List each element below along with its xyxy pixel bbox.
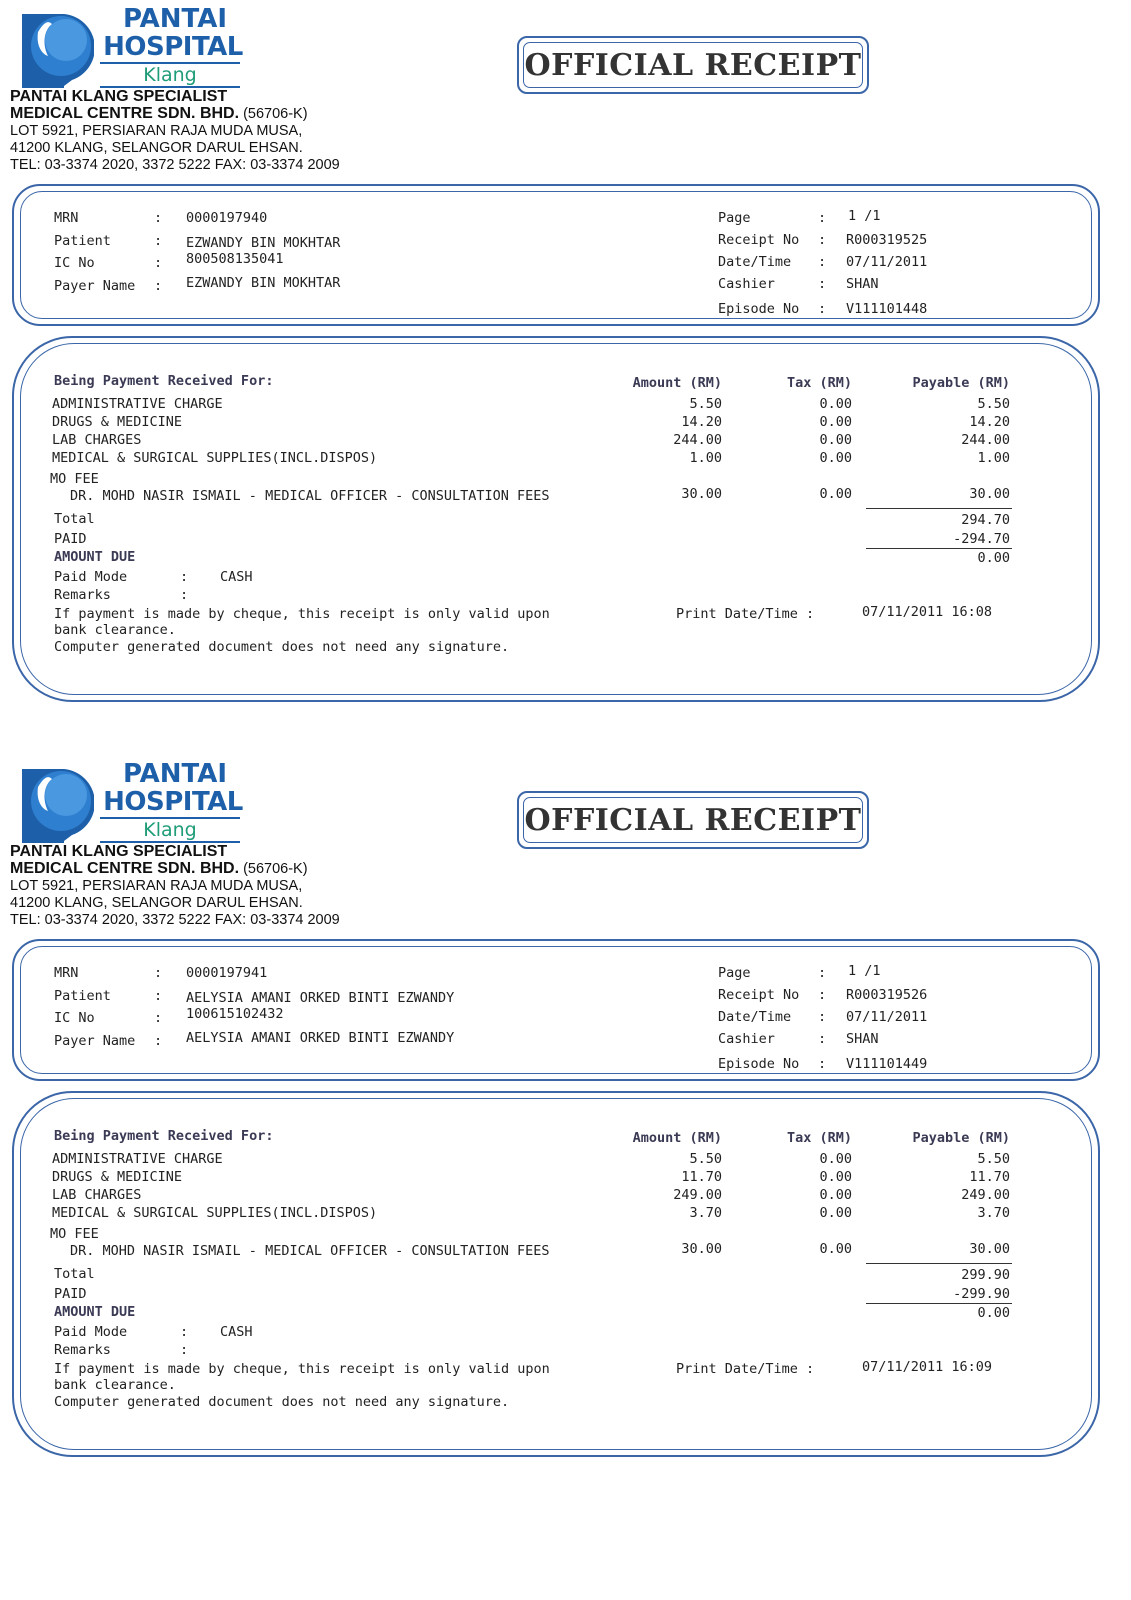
mrn-label: MRN <box>54 210 79 226</box>
page-value: 1 /1 <box>848 963 881 979</box>
ic-no-value: 100615102432 <box>186 1006 284 1022</box>
receipt-no-label: Receipt No <box>718 987 800 1003</box>
receipt-title-frame <box>517 36 869 94</box>
line-item-tax: 0.00 <box>819 396 852 412</box>
brand-location: Klang <box>100 62 240 88</box>
payer-name-value: EZWANDY BIN MOKHTAR <box>186 275 341 291</box>
paid-rule <box>866 1303 1012 1304</box>
receipt-title: OFFICIAL RECEIPT <box>523 42 863 88</box>
date-time-value: 07/11/2011 <box>846 254 928 270</box>
paid-mode-label: Paid Mode <box>54 569 128 585</box>
cashier-label: Cashier <box>718 276 775 292</box>
episode-no-label: Episode No <box>718 1056 800 1072</box>
total-value: 299.90 <box>961 1267 1010 1283</box>
company-address-line1: LOT 5921, PERSIARAN RAJA MUDA MUSA, <box>10 123 303 139</box>
episode-no-value: V111101448 <box>846 301 928 317</box>
line-item-desc: MEDICAL & SURGICAL SUPPLIES(INCL.DISPOS) <box>52 450 378 466</box>
page-label: Page <box>718 965 751 981</box>
date-time-value: 07/11/2011 <box>846 1009 928 1025</box>
line-item-desc: LAB CHARGES <box>52 432 142 448</box>
line-item-payable: 11.70 <box>969 1169 1010 1185</box>
brand-name-line2: HOSPITAL <box>103 32 243 62</box>
line-item-amount: 11.70 <box>681 1169 722 1185</box>
mrn-label: MRN <box>54 965 79 981</box>
line-item-payable: 14.20 <box>969 414 1010 430</box>
payer-name-label: Payer Name <box>54 1033 136 1049</box>
ic-no-label: IC No <box>54 255 95 271</box>
tax-column-header: Tax (RM) <box>786 375 852 391</box>
amount-due-label: AMOUNT DUE <box>54 1304 136 1320</box>
line-item-amount: 14.20 <box>681 414 722 430</box>
payment-heading: Being Payment Received For: <box>54 1128 274 1144</box>
company-reg-no: (56706-K) <box>243 106 308 122</box>
payer-name-label: Payer Name <box>54 278 136 294</box>
receipt-1 <box>0 0 1131 760</box>
amount-due-value: 0.00 <box>977 550 1010 566</box>
signature-note: Computer generated document does not need any signature. <box>54 639 510 655</box>
cashier-label: Cashier <box>718 1031 775 1047</box>
line-item-payable: 249.00 <box>961 1187 1010 1203</box>
line-item-amount: 1.00 <box>689 450 722 466</box>
print-datetime-label: Print Date/Time : <box>676 1361 815 1377</box>
total-label: Total <box>54 1266 95 1282</box>
patient-value: AELYSIA AMANI ORKED BINTI EZWANDY <box>186 990 455 1006</box>
page-label: Page <box>718 210 751 226</box>
mo-fee-label: MO FEE <box>50 1226 99 1242</box>
cheque-note-cont: bank clearance. <box>54 1377 176 1393</box>
episode-no-value: V111101449 <box>846 1056 928 1072</box>
doctor-fee-amount: 30.00 <box>681 486 722 502</box>
patient-label: Patient <box>54 988 111 1004</box>
line-item-tax: 0.00 <box>819 432 852 448</box>
total-value: 294.70 <box>961 512 1010 528</box>
hospital-logo-icon <box>14 10 94 90</box>
doctor-fee-amount: 30.00 <box>681 1241 722 1257</box>
line-item-amount: 3.70 <box>689 1205 722 1221</box>
receipt-no-value: R000319525 <box>846 232 928 248</box>
paid-mode-label: Paid Mode <box>54 1324 128 1340</box>
total-rule <box>866 508 1012 509</box>
ic-no-value: 800508135041 <box>186 251 284 267</box>
line-item-tax: 0.00 <box>819 1205 852 1221</box>
patient-value: EZWANDY BIN MOKHTAR <box>186 235 341 251</box>
cashier-value: SHAN <box>846 1031 879 1047</box>
brand-name-line1: PANTAI <box>122 759 228 789</box>
line-item-amount: 244.00 <box>673 432 722 448</box>
line-item-tax: 0.00 <box>819 1151 852 1167</box>
line-item-desc: DRUGS & MEDICINE <box>52 414 183 430</box>
receipt-no-value: R000319526 <box>846 987 928 1003</box>
line-item-payable: 3.70 <box>977 1205 1010 1221</box>
receipt-title: OFFICIAL RECEIPT <box>523 797 863 843</box>
patient-label: Patient <box>54 233 111 249</box>
cheque-note-cont: bank clearance. <box>54 622 176 638</box>
receipt-title-frame <box>517 791 869 849</box>
hospital-logo-icon <box>14 765 94 845</box>
ic-no-label: IC No <box>54 1010 95 1026</box>
paid-value: -294.70 <box>953 531 1010 547</box>
paid-mode-value: CASH <box>220 1324 253 1340</box>
line-item-tax: 0.00 <box>819 414 852 430</box>
line-item-desc: ADMINISTRATIVE CHARGE <box>52 396 223 412</box>
doctor-fee-payable: 30.00 <box>969 486 1010 502</box>
mrn-value: 0000197940 <box>186 210 268 226</box>
amount-column-header: Amount (RM) <box>632 1130 722 1146</box>
brand-name-line1: PANTAI <box>122 4 228 34</box>
line-item-amount: 249.00 <box>673 1187 722 1203</box>
patient-info-box: MRN : 0000197940 Patient : EZWANDY BIN MOKHTAR IC No : 800508135041 Payer Name : EZWANDY BIN MOKHTAR Page : 1 /1 Receipt No : R000319525 Date/Time : 07/11/2011 Cashier : SHAN Episode No : V111101448 <box>12 184 1100 326</box>
print-datetime-label: Print Date/Time : <box>676 606 815 622</box>
doctor-fee-tax: 0.00 <box>819 1241 852 1257</box>
payment-details-box: Being Payment Received For: Amount (RM) Tax (RM) Payable (RM) ADMINISTRATIVE CHARGE 5.50 0.00 5.50 DRUGS & MEDICINE 14.20 0.00 14.20 LAB CHARGES 244.00 0.00 244.00 MEDICAL & SURGICAL SUPPLIES(INCL.DISPOS) 1.00 0.00 1.00 MO FEE DR. MOHD NASIR ISMAIL - MEDICAL OFFICER - CONSULTATION FEES 30.00 0.00 30.00 Total 294.70 PAID -294.70 AMOUNT DUE 0.00 Paid Mode : CASH Remarks : If payment is made by cheque, this receipt is only valid upon bank clearance. Computer generated document does not need any signature. Print Date/Time : 07/11/2011 16:08 <box>12 336 1100 702</box>
amount-column-header: Amount (RM) <box>632 375 722 391</box>
paid-rule <box>866 548 1012 549</box>
line-item-desc: ADMINISTRATIVE CHARGE <box>52 1151 223 1167</box>
doctor-fee-payable: 30.00 <box>969 1241 1010 1257</box>
company-name-line1: PANTAI KLANG SPECIALIST <box>10 88 228 105</box>
paid-mode-value: CASH <box>220 569 253 585</box>
amount-due-value: 0.00 <box>977 1305 1010 1321</box>
line-item-tax: 0.00 <box>819 450 852 466</box>
line-item-tax: 0.00 <box>819 1187 852 1203</box>
mo-fee-label: MO FEE <box>50 471 99 487</box>
cheque-note: If payment is made by cheque, this receipt is only valid upon <box>54 1361 550 1377</box>
remarks-label: Remarks <box>54 587 111 603</box>
company-address-line2: 41200 KLANG, SELANGOR DARUL EHSAN. <box>10 140 303 156</box>
cheque-note: If payment is made by cheque, this receipt is only valid upon <box>54 606 550 622</box>
print-datetime-value: 07/11/2011 16:09 <box>862 1359 993 1375</box>
line-item-payable: 1.00 <box>977 450 1010 466</box>
print-datetime-value: 07/11/2011 16:08 <box>862 604 993 620</box>
company-address-block <box>10 88 340 174</box>
mrn-value: 0000197941 <box>186 965 268 981</box>
payable-column-header: Payable (RM) <box>912 375 1010 391</box>
doctor-fee-desc: DR. MOHD NASIR ISMAIL - MEDICAL OFFICER - CONSULTATION FEES <box>70 488 550 504</box>
signature-note: Computer generated document does not need any signature. <box>54 1394 510 1410</box>
episode-no-label: Episode No <box>718 301 800 317</box>
line-item-payable: 244.00 <box>961 432 1010 448</box>
line-item-payable: 5.50 <box>977 1151 1010 1167</box>
company-address-line1: LOT 5921, PERSIARAN RAJA MUDA MUSA, <box>10 878 303 894</box>
line-item-payable: 5.50 <box>977 396 1010 412</box>
line-item-desc: MEDICAL & SURGICAL SUPPLIES(INCL.DISPOS) <box>52 1205 378 1221</box>
doctor-fee-tax: 0.00 <box>819 486 852 502</box>
paid-value: -299.90 <box>953 1286 1010 1302</box>
remarks-label: Remarks <box>54 1342 111 1358</box>
date-time-label: Date/Time <box>718 254 792 270</box>
payment-heading: Being Payment Received For: <box>54 373 274 389</box>
company-address-block <box>10 843 340 929</box>
total-label: Total <box>54 511 95 527</box>
line-item-amount: 5.50 <box>689 396 722 412</box>
company-reg-no: (56706-K) <box>243 861 308 877</box>
amount-due-label: AMOUNT DUE <box>54 549 136 565</box>
line-item-desc: DRUGS & MEDICINE <box>52 1169 183 1185</box>
date-time-label: Date/Time <box>718 1009 792 1025</box>
line-item-tax: 0.00 <box>819 1169 852 1185</box>
patient-info-box: MRN : 0000197941 Patient : AELYSIA AMANI ORKED BINTI EZWANDY IC No : 100615102432 Payer Name : AELYSIA AMANI ORKED BINTI EZWANDY Page : 1 /1 Receipt No : R000319526 Date/Time : 07/11/2011 Cashier : SHAN Episode No : V111101449 <box>12 939 1100 1081</box>
total-rule <box>866 1263 1012 1264</box>
company-address-line2: 41200 KLANG, SELANGOR DARUL EHSAN. <box>10 895 303 911</box>
company-name-line2: MEDICAL CENTRE SDN. BHD. <box>10 105 240 122</box>
brand-location: Klang <box>100 817 240 843</box>
brand-name-line2: HOSPITAL <box>103 787 243 817</box>
payment-details-box: Being Payment Received For: Amount (RM) Tax (RM) Payable (RM) ADMINISTRATIVE CHARGE 5.50 0.00 5.50 DRUGS & MEDICINE 11.70 0.00 11.70 LAB CHARGES 249.00 0.00 249.00 MEDICAL & SURGICAL SUPPLIES(INCL.DISPOS) 3.70 0.00 3.70 MO FEE DR. MOHD NASIR ISMAIL - MEDICAL OFFICER - CONSULTATION FEES 30.00 0.00 30.00 Total 299.90 PAID -299.90 AMOUNT DUE 0.00 Paid Mode : CASH Remarks : If payment is made by cheque, this receipt is only valid upon bank clearance. Computer generated document does not need any signature. Print Date/Time : 07/11/2011 16:09 <box>12 1091 1100 1457</box>
paid-label: PAID <box>54 531 87 547</box>
company-phone: TEL: 03-3374 2020, 3372 5222 FAX: 03-3374 2009 <box>10 157 340 173</box>
payer-name-value: AELYSIA AMANI ORKED BINTI EZWANDY <box>186 1030 455 1046</box>
tax-column-header: Tax (RM) <box>786 1130 852 1146</box>
paid-label: PAID <box>54 1286 87 1302</box>
cashier-value: SHAN <box>846 276 879 292</box>
line-item-amount: 5.50 <box>689 1151 722 1167</box>
payable-column-header: Payable (RM) <box>912 1130 1010 1146</box>
company-name-line2: MEDICAL CENTRE SDN. BHD. <box>10 860 240 877</box>
company-phone: TEL: 03-3374 2020, 3372 5222 FAX: 03-3374 2009 <box>10 912 340 928</box>
line-item-desc: LAB CHARGES <box>52 1187 142 1203</box>
receipt-2 <box>0 755 1131 1515</box>
company-name-line1: PANTAI KLANG SPECIALIST <box>10 843 228 860</box>
doctor-fee-desc: DR. MOHD NASIR ISMAIL - MEDICAL OFFICER - CONSULTATION FEES <box>70 1243 550 1259</box>
page-value: 1 /1 <box>848 208 881 224</box>
receipt-no-label: Receipt No <box>718 232 800 248</box>
